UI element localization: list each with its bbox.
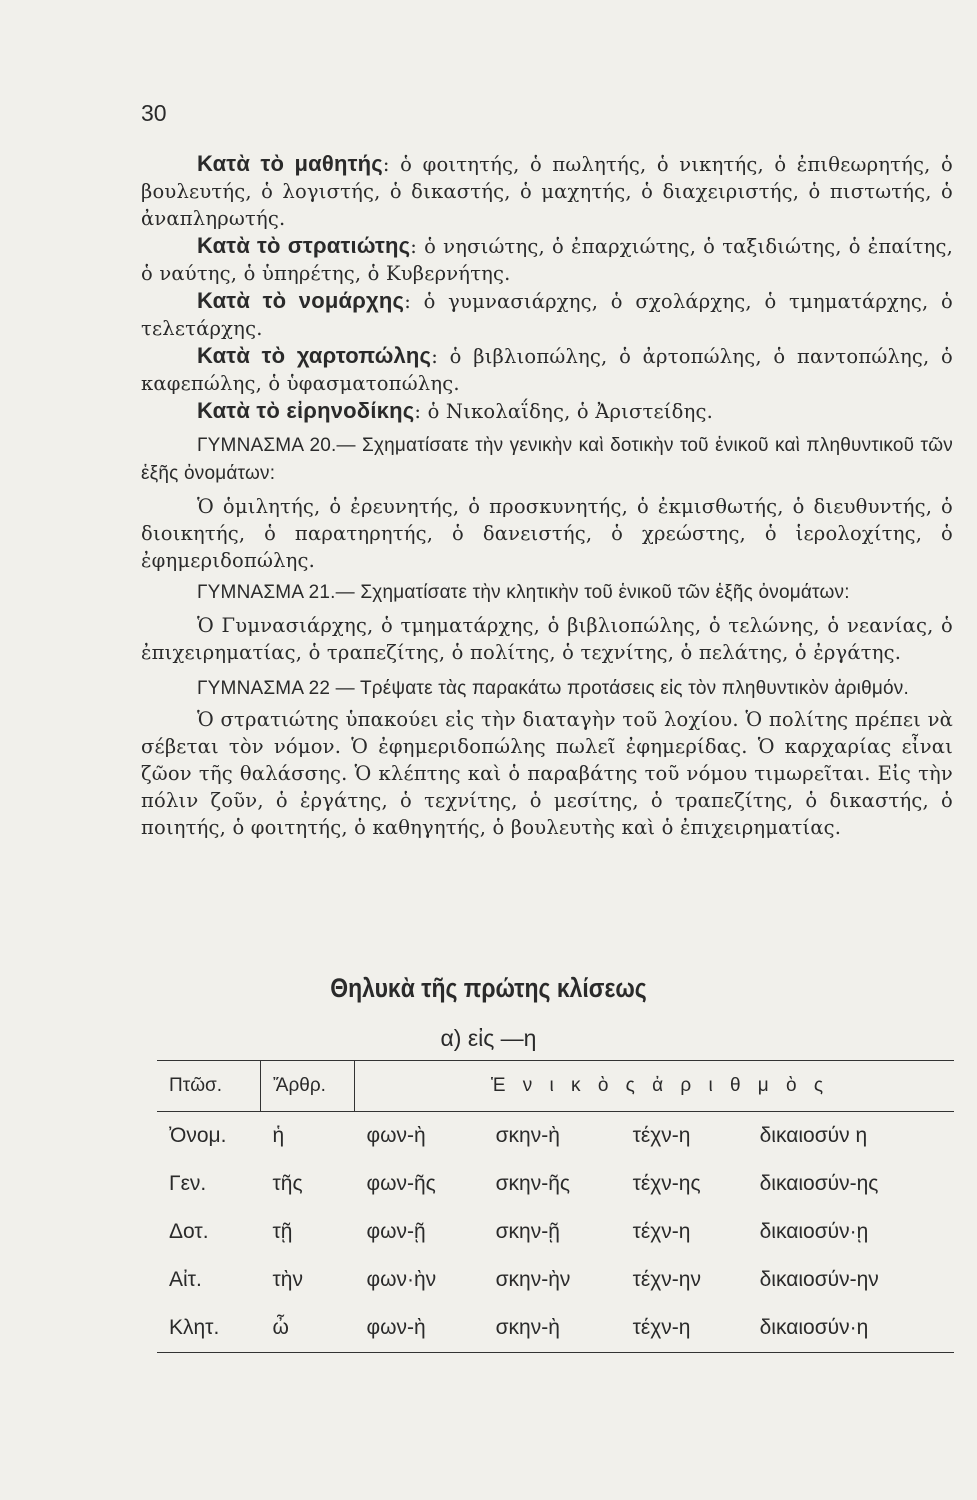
exercise-title: ΓΥΜΝΑΣΜΑ 22 — Τρέψατε τὰς παρακάτω προτάσεις εἰς τὸν πληθυντικὸν ἀριθμόν. [197,678,909,699]
table-cell: φων-ῇ [366,1220,426,1243]
table-cell: τέχν-η [621,1304,748,1353]
paragraph-text: : ὁ φοιτητής, ὁ πωλητής, ὁ νικητής, ὁ ἐπιθεωρητής, ὁ βουλευτής, ὁ λογιστής, ὁ δικαστής, ὁ μαχητής, ὁ διαχειριστής, ὁ πιστωτής, ὁ ἀναπληρωτής. [141,153,953,230]
table-row [157,1256,954,1304]
paragraph-lead: Κατὰ τὸ εἰρηνοδίκης [197,398,415,423]
paragraph-text: : ὁ νησιώτης, ὁ ἐπαρχιώτης, ὁ ταξιδιώτης, ὁ ἐπαίτης, ὁ ναύτης, ὁ ὑπηρέτης, ὁ Κυβερνήτης. [141,235,953,285]
table-cell: φων-ὴ [366,1124,426,1147]
exercise-body: Ὁ Γυμνασιάρχης, ὁ τμηματάρχης, ὁ βιβλιοπώλης, ὁ τελώνης, ὁ νεανίας, ὁ ἐπιχειρηματίας, ὁ τραπεζίτης, ὁ πολίτης, ὁ τεχνίτης, ὁ πελάτης, ὁ ἐργάτης. [141,614,953,664]
table-cell: τῇ [272,1220,293,1243]
table-cell: τέχν-η [632,1220,691,1243]
table-cell: Ὀνομ. [169,1124,227,1147]
paragraph-lead: Κατὰ τὸ μαθητής [197,151,383,176]
section-subtitle: α) εἰς —η [440,1025,537,1051]
table-cell: Κλητ. [157,1304,261,1353]
paragraph [141,342,953,397]
table-row [157,1160,954,1208]
exercise-title: ΓΥΜΝΑΣΜΑ 20.— Σχηματίσατε τὴν γενικὴν καὶ δοτικὴν τοῦ ἑνικοῦ καὶ πληθυντικοῦ τῶν ἑξῆς ὀνομάτων: [141,435,953,484]
table-cell: τέχν-ην [632,1268,701,1291]
rules-section [141,150,953,841]
table-cell: σκην-ῇ [495,1220,560,1243]
paragraph-text: : ὁ Νικολαΐδης, ὁ Ἀριστείδης. [414,400,713,423]
declension-table [157,1060,954,1353]
table-cell: δικαιοσύν·η [748,1304,954,1353]
table-cell: ἡ [272,1124,285,1147]
table-cell: τὴν [272,1268,303,1291]
table-cell: σκην-ὴ [484,1304,621,1353]
page-number: 30 [141,100,167,126]
exercise-body: Ὁ ὁμιλητής, ὁ ἐρευνητής, ὁ προσκυνητής, ὁ ἐκμισθωτής, ὁ διευθυντής, ὁ διοικητής, ὁ παρατηρητής, ὁ δανειστής, ὁ χρεώστης, ὁ ἱερολοχίτης, ὁ ἐφημεριδοπώλης. [141,495,953,572]
table-cell: τέχν-ης [632,1172,701,1195]
table-cell: φων-ῆς [366,1172,436,1195]
paragraph-text: : ὁ γυμνασιάρχης, ὁ σχολάρχης, ὁ τμηματάρχης, ὁ τελετάρχης. [141,290,954,340]
table-cell: φων·ὴν [366,1268,437,1291]
table-cell: φων-ὴ [355,1304,484,1353]
table-cell: δικαιοσύν-ης [759,1172,879,1195]
table-cell: δικαιοσύν-ην [759,1268,879,1291]
table-row [157,1112,954,1161]
paragraph-text: : ὁ βιβλιοπώλης, ὁ ἀρτοπώλης, ὁ παντοπώλης, ὁ καφεπώλης, ὁ ὑφασματοπώλης. [141,345,953,395]
table-cell: τέχν-η [632,1124,691,1147]
table-row [157,1208,954,1256]
paragraph-lead: Κατὰ τὸ χαρτοπώλης [197,343,432,368]
paragraph [141,287,953,342]
header-case: Πτῶσ. [157,1061,261,1112]
section-title: Θηλυκὰ τῆς πρώτης κλίσεως [330,973,647,1003]
header-singular: Ἑ ν ι κ ὸ ς ἀ ρ ι θ μ ὸ ς [355,1061,955,1112]
table-cell: δικαιοσύν η [759,1124,868,1147]
exercise-title: ΓΥΜΝΑΣΜΑ 21.— Σχηματίσατε τὴν κλητικὴν τοῦ ἑνικοῦ τῶν ἑξῆς ὀνομάτων: [197,582,850,603]
exercise-body: Ὁ στρατιώτης ὑπακούει εἰς τὴν διαταγὴν τοῦ λοχίου. Ὁ πολίτης πρέπει νὰ σέβεται τὸν νόμον. Ὁ ἐφημεριδοπώλης πωλεῖ ἐφημερίδας. Ὁ καρχαρίας εἶναι ζῶον τῆς θαλάσσης. Ὁ κλέπτης καὶ ὁ παραβάτης τοῦ νόμου τιμωρεῖται. Εἰς τὴν πόλιν ζοῦν, ὁ ἐργάτης, ὁ τεχνίτης, ὁ μεσίτης, ὁ τραπεζίτης, ὁ δικαστής, ὁ ποιητής, ὁ φοιτητής, ὁ καθηγητής, ὁ βουλευτὴς καὶ ὁ ἐπιχειρηματίας. [141,708,953,839]
table-cell: Αἰτ. [169,1268,202,1291]
header-article: Ἄρθρ. [261,1061,355,1112]
table-header-row [157,1061,954,1112]
paragraph [141,232,953,287]
table-cell: σκην-ὴν [495,1268,571,1291]
paragraph-lead: Κατὰ τὸ στρατιώτης [197,233,411,258]
paragraph [141,150,953,232]
paragraph [141,397,953,425]
table-cell: Δοτ. [169,1220,209,1243]
table-row [157,1304,954,1353]
table-cell: Γεν. [169,1172,207,1195]
table-cell: τῆς [272,1172,303,1195]
table-cell: σκην-ὴ [495,1124,560,1147]
table-cell: δικαιοσύν·ῃ [759,1220,869,1243]
paragraph-lead: Κατὰ τὸ νομάρχης [197,288,405,313]
table-cell: ὦ [261,1304,355,1353]
table-cell: σκην-ῆς [495,1172,570,1195]
